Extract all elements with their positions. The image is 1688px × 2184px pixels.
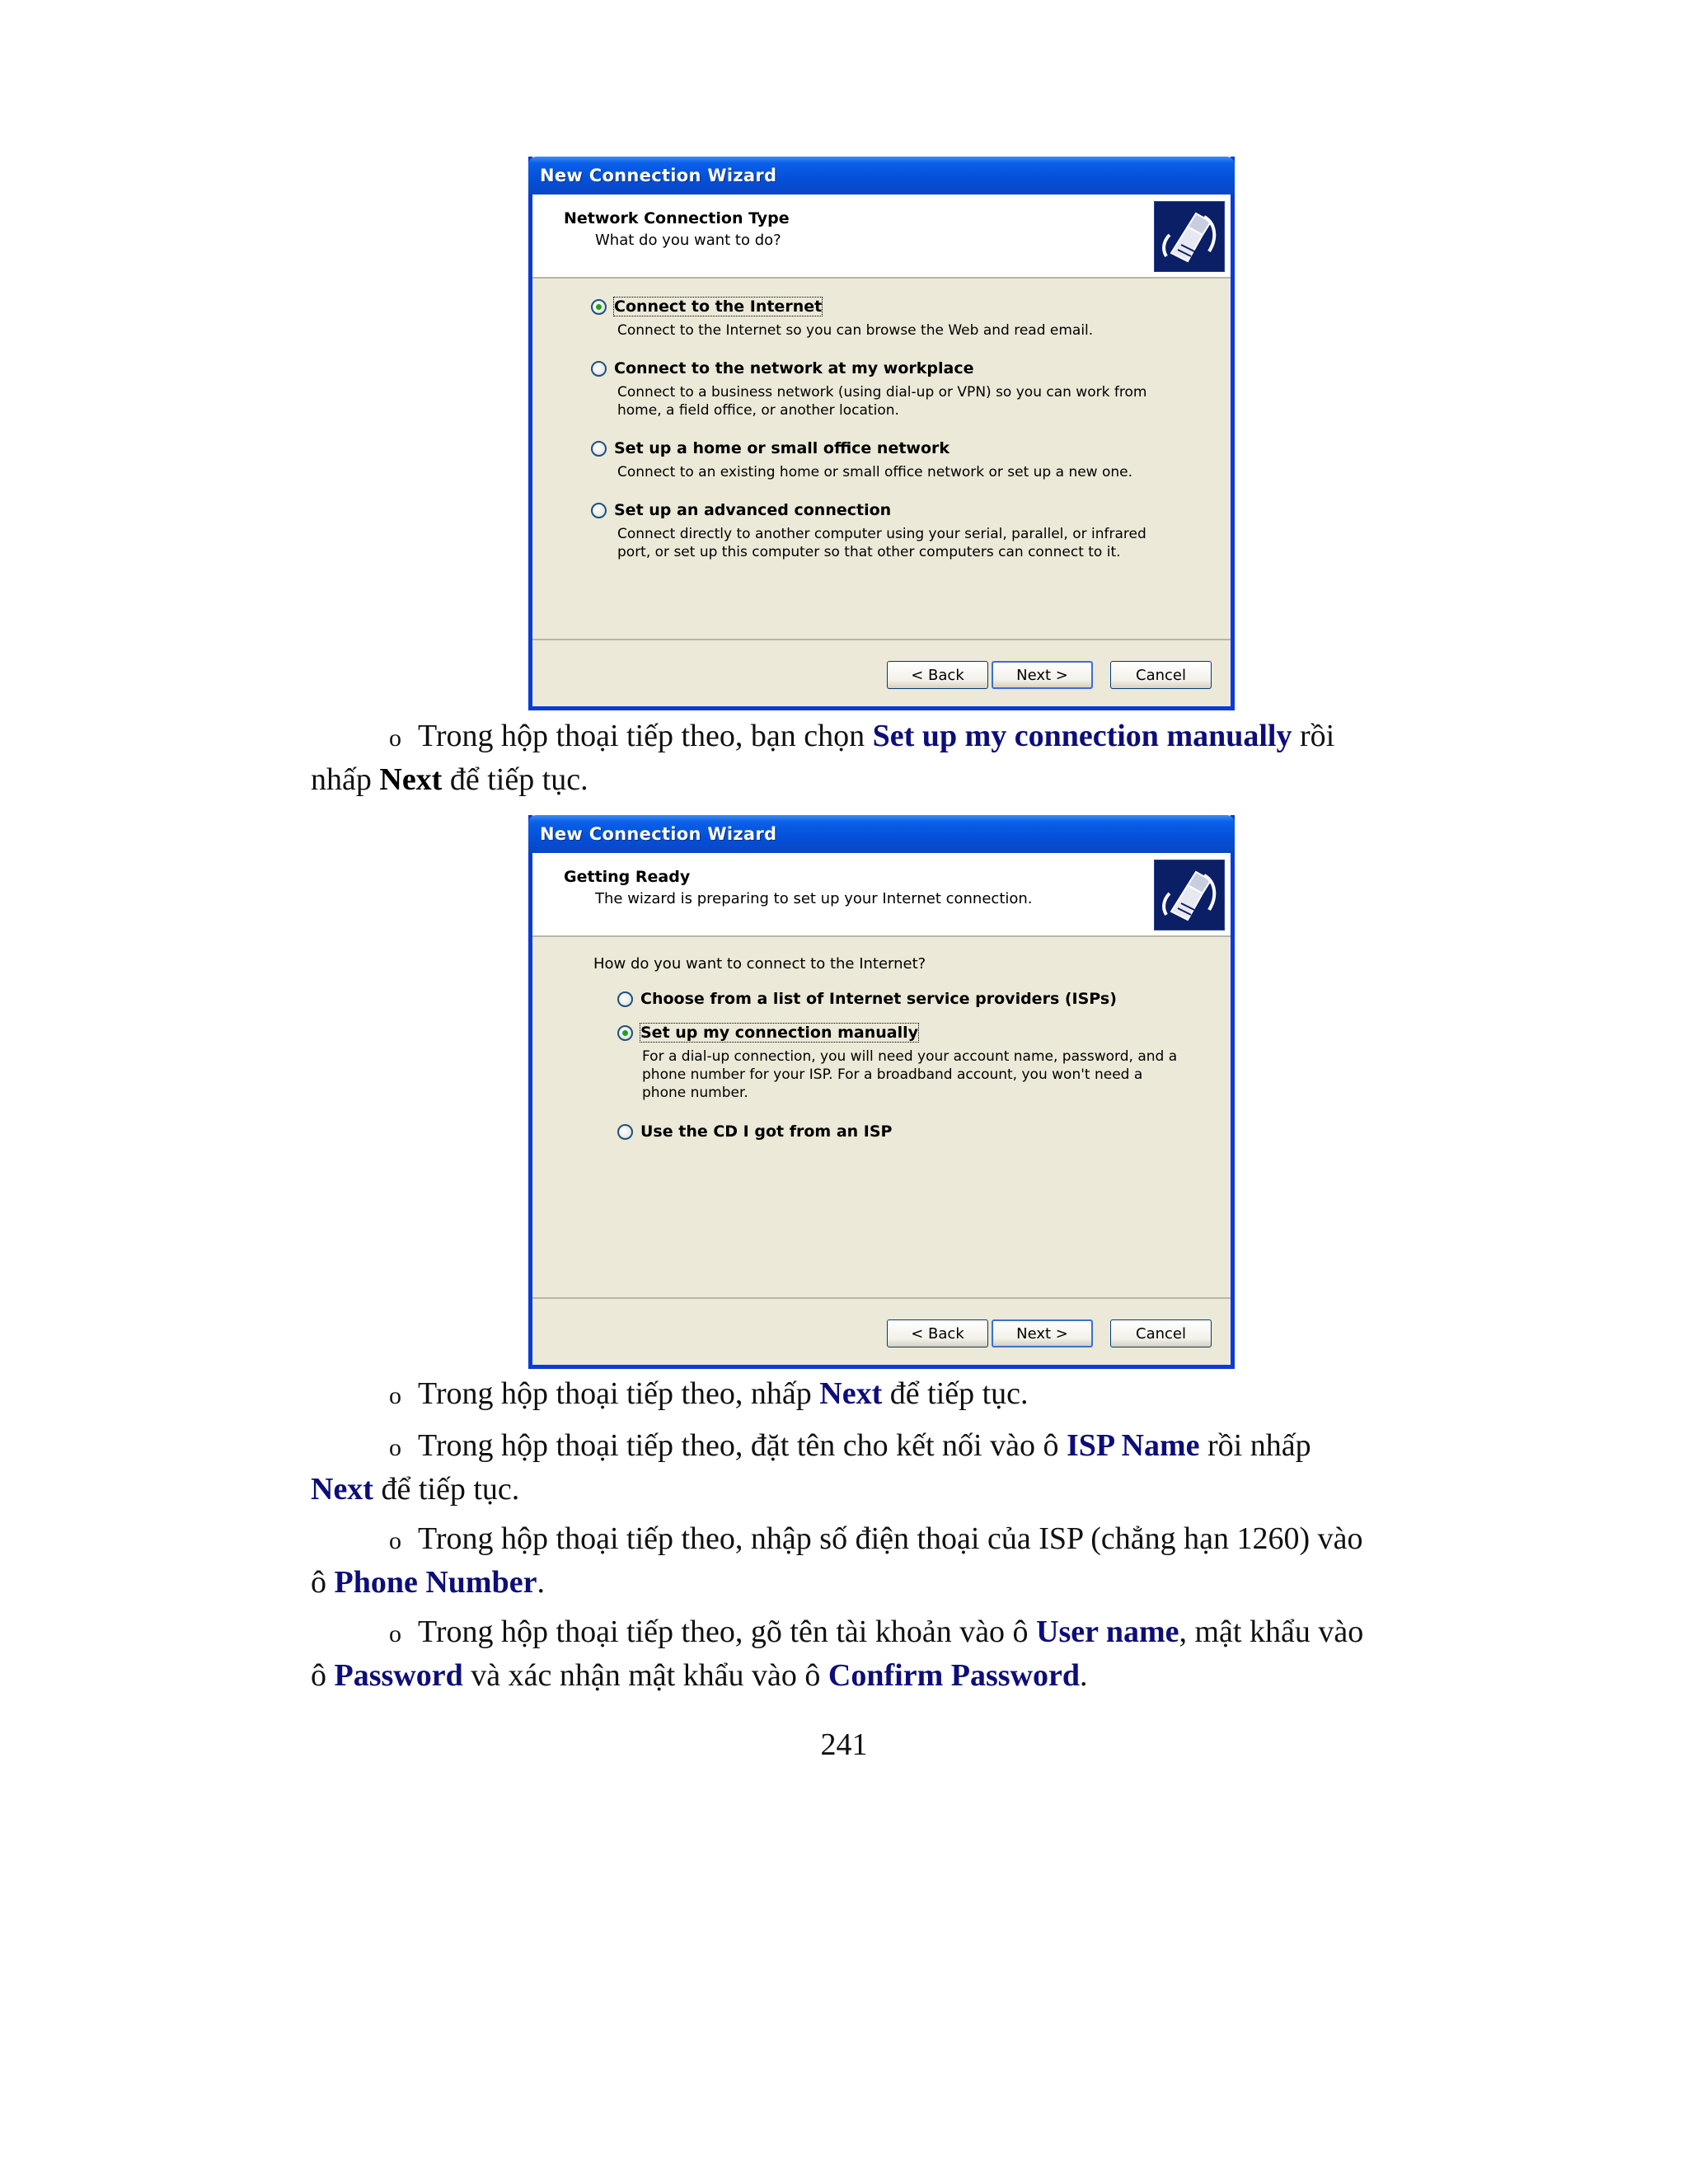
instruction-paragraph — [311, 1373, 1368, 1417]
option-label: Set up my connection manually — [640, 1024, 919, 1042]
header-subtitle: What do you want to do? — [595, 232, 781, 249]
text: Trong hộp thoại tiếp theo, bạn chọn — [418, 719, 865, 753]
text: để tiếp tục. — [449, 762, 588, 797]
header-subtitle: The wizard is preparing to set up your Internet connection. — [595, 890, 1033, 907]
dialog-body — [532, 279, 1231, 641]
dialog-footer — [532, 1297, 1231, 1365]
text: rồi nhấp — [1207, 1428, 1311, 1463]
text: Trong hộp thoại tiếp theo, nhấp — [418, 1376, 812, 1411]
radio-checked-icon[interactable] — [617, 1025, 633, 1041]
radio-icon[interactable] — [591, 441, 607, 457]
bullet-icon: o — [389, 1527, 401, 1554]
back-button[interactable]: < Back — [887, 661, 988, 689]
instruction-paragraph — [311, 1518, 1368, 1603]
wizard-dialog-getting-ready — [528, 815, 1235, 1369]
option-label: Connect to the Internet — [614, 298, 823, 316]
next-button[interactable]: Next > — [992, 1319, 1093, 1347]
instruction-paragraph — [311, 1611, 1368, 1696]
option-description: Connect to an existing home or small office network or set up a new one. — [617, 464, 1133, 480]
instruction-paragraph — [311, 715, 1368, 800]
header-title: Getting Ready — [564, 868, 691, 886]
text: . — [537, 1565, 545, 1600]
keyword: Next — [379, 762, 443, 797]
option-description: Connect to a business network (using dial-up or VPN) so you can work from home, a field office, or another location. — [617, 384, 1147, 419]
dialog-titlebar: New Connection Wizard — [528, 815, 1235, 853]
option-description: Connect directly to another computer using your serial, parallel, or infrared port, or set up this computer so that other computers can connect to it. — [617, 526, 1146, 560]
option-label: Set up an advanced connection — [614, 501, 892, 519]
text: để tiếp tục. — [381, 1472, 520, 1507]
keyword: Confirm Password — [828, 1658, 1080, 1693]
text: . — [1079, 1658, 1088, 1693]
keyword: Phone Number — [334, 1565, 537, 1600]
keyword: User name — [1036, 1615, 1179, 1649]
network-cable-icon — [1154, 860, 1225, 930]
dialog-titlebar: New Connection Wizard — [528, 157, 1235, 194]
header-title: Network Connection Type — [564, 209, 790, 227]
text: và xác nhận mật khẩu vào ô — [471, 1658, 821, 1693]
back-button[interactable]: < Back — [887, 1319, 988, 1347]
instruction-paragraph — [311, 1425, 1368, 1510]
text: Trong hộp thoại tiếp theo, đặt tên cho kết nối vào ô — [418, 1428, 1059, 1463]
text: rồi nhấp — [311, 719, 1335, 797]
dialog-footer — [532, 639, 1231, 706]
dialog-header — [532, 853, 1231, 937]
text: Trong hộp thoại tiếp theo, nhập số điện thoại của ISP (chẳng hạn 1260) vào ô — [311, 1521, 1363, 1600]
option-label: Connect to the network at my workplace — [614, 359, 974, 377]
bullet-icon: o — [389, 1382, 401, 1409]
radio-icon[interactable] — [617, 991, 633, 1007]
option-description: Connect to the Internet so you can browse the Web and read email. — [617, 322, 1094, 339]
text: , mật khẩu vào ô — [311, 1615, 1364, 1693]
keyword: Set up my connection manually — [872, 719, 1292, 753]
bullet-icon: o — [389, 724, 401, 752]
option-description: For a dial-up connection, you will need your account name, password, and a phone number for your ISP. For a broadband account, you won't need a phone number. — [642, 1048, 1178, 1101]
keyword: ISP Name — [1066, 1428, 1200, 1463]
option-label: Set up a home or small office network — [614, 439, 950, 457]
next-button[interactable]: Next > — [992, 661, 1093, 689]
text: để tiếp tục. — [889, 1376, 1029, 1411]
keyword: Next — [819, 1376, 883, 1411]
keyword: Next — [311, 1472, 373, 1507]
radio-icon[interactable] — [591, 503, 607, 518]
radio-icon[interactable] — [591, 361, 607, 377]
bullet-icon: o — [389, 1620, 401, 1647]
network-cable-icon — [1154, 201, 1225, 272]
option-label: Choose from a list of Internet service providers (ISPs) — [640, 990, 1117, 1008]
wizard-dialog-network-connection-type — [528, 157, 1235, 710]
question-text: How do you want to connect to the Internet? — [593, 955, 926, 972]
page-number: 241 — [820, 1727, 868, 1762]
cancel-button[interactable]: Cancel — [1110, 1319, 1212, 1347]
cancel-button[interactable]: Cancel — [1110, 661, 1212, 689]
keyword: Password — [334, 1658, 463, 1693]
dialog-body — [532, 937, 1231, 1300]
dialog-header — [532, 194, 1231, 279]
bullet-icon: o — [389, 1434, 401, 1461]
radio-icon[interactable] — [617, 1124, 633, 1140]
radio-checked-icon[interactable] — [591, 299, 607, 315]
option-label: Use the CD I got from an ISP — [640, 1122, 893, 1141]
text: Trong hộp thoại tiếp theo, gõ tên tài khoản vào ô — [418, 1615, 1029, 1649]
